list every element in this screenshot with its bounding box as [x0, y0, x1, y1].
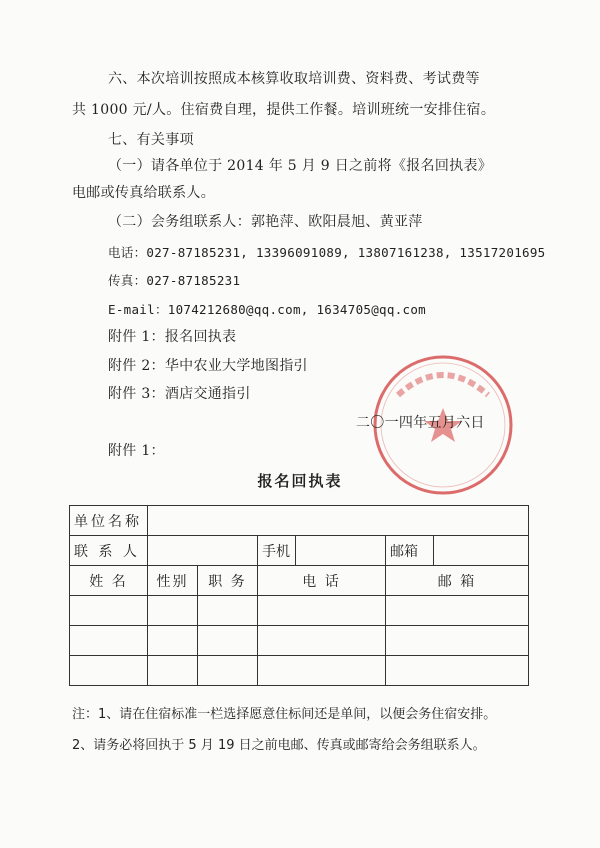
table-cell[interactable]	[386, 626, 529, 656]
mobile-label: 手机	[258, 536, 296, 566]
unit-name-label: 单位名称	[70, 506, 148, 536]
table-cell[interactable]	[70, 656, 148, 686]
table-cell[interactable]	[258, 596, 386, 626]
email-label: 邮箱	[386, 536, 434, 566]
attachment-line-2: 附件 2：华中农业大学地图指引	[108, 358, 308, 374]
table-cell[interactable]	[386, 596, 529, 626]
table-cell[interactable]	[148, 656, 198, 686]
mobile-cell[interactable]	[296, 536, 386, 566]
email-cell[interactable]	[434, 536, 529, 566]
table-cell[interactable]	[148, 596, 198, 626]
table-cell[interactable]	[258, 626, 386, 656]
document-date: 二〇一四年五月六日	[356, 415, 485, 431]
contact-label: 联 系 人	[70, 536, 148, 566]
table-cell[interactable]	[198, 656, 258, 686]
col-name: 姓 名	[70, 566, 148, 596]
table-header-row	[70, 566, 529, 596]
contact-cell[interactable]	[148, 536, 258, 566]
col-phone: 电 话	[258, 566, 386, 596]
table-row	[70, 596, 529, 626]
body-line-7: 电话：027-87185231, 13396091089, 13807161238, 13517201695	[108, 245, 546, 260]
col-email: 邮 箱	[386, 566, 529, 596]
form-title: 报名回执表	[257, 472, 343, 490]
table-cell[interactable]	[258, 656, 386, 686]
col-gender: 性别	[148, 566, 198, 596]
note-1: 注：1、请在住宿标准一栏选择愿意住标间还是单间，以便会务住宿安排。	[72, 707, 497, 722]
attachment-heading: 附件 1：	[108, 443, 165, 459]
table-row	[70, 626, 529, 656]
body-line-3: 七、有关事项	[108, 132, 194, 148]
unit-name-cell[interactable]	[148, 506, 529, 536]
attachment-line-1: 附件 1：报名回执表	[108, 329, 237, 345]
body-line-1: 六、本次培训按照成本核算收取培训费、资料费、考试费等	[108, 71, 480, 87]
note-2: 2、请务必将回执于 5 月 19 日之前电邮、传真或邮寄给会务组联系人。	[72, 738, 486, 753]
body-line-2: 共 1000 元/人。住宿费自理，提供工作餐。培训班统一安排住宿。	[72, 102, 496, 118]
table-cell[interactable]	[148, 626, 198, 656]
table-row-unit	[70, 506, 529, 536]
table-cell[interactable]	[198, 626, 258, 656]
body-line-6: （二）会务组联系人：郭艳萍、欧阳晨旭、黄亚萍	[108, 214, 423, 230]
attachment-line-3: 附件 3：酒店交通指引	[108, 386, 251, 402]
col-position: 职 务	[198, 566, 258, 596]
table-row	[70, 656, 529, 686]
body-line-4: （一）请各单位于 2014 年 5 月 9 日之前将《报名回执表》	[108, 158, 493, 174]
body-line-5: 电邮或传真给联系人。	[72, 185, 215, 201]
table-cell[interactable]	[386, 656, 529, 686]
table-cell[interactable]	[70, 626, 148, 656]
body-line-8: 传真：027-87185231	[108, 273, 241, 288]
table-row-contact	[70, 536, 529, 566]
registration-table	[69, 505, 529, 686]
table-cell[interactable]	[70, 596, 148, 626]
table-cell[interactable]	[198, 596, 258, 626]
body-line-9: E-mail：1074212680@qq.com, 1634705@qq.com	[108, 302, 426, 317]
